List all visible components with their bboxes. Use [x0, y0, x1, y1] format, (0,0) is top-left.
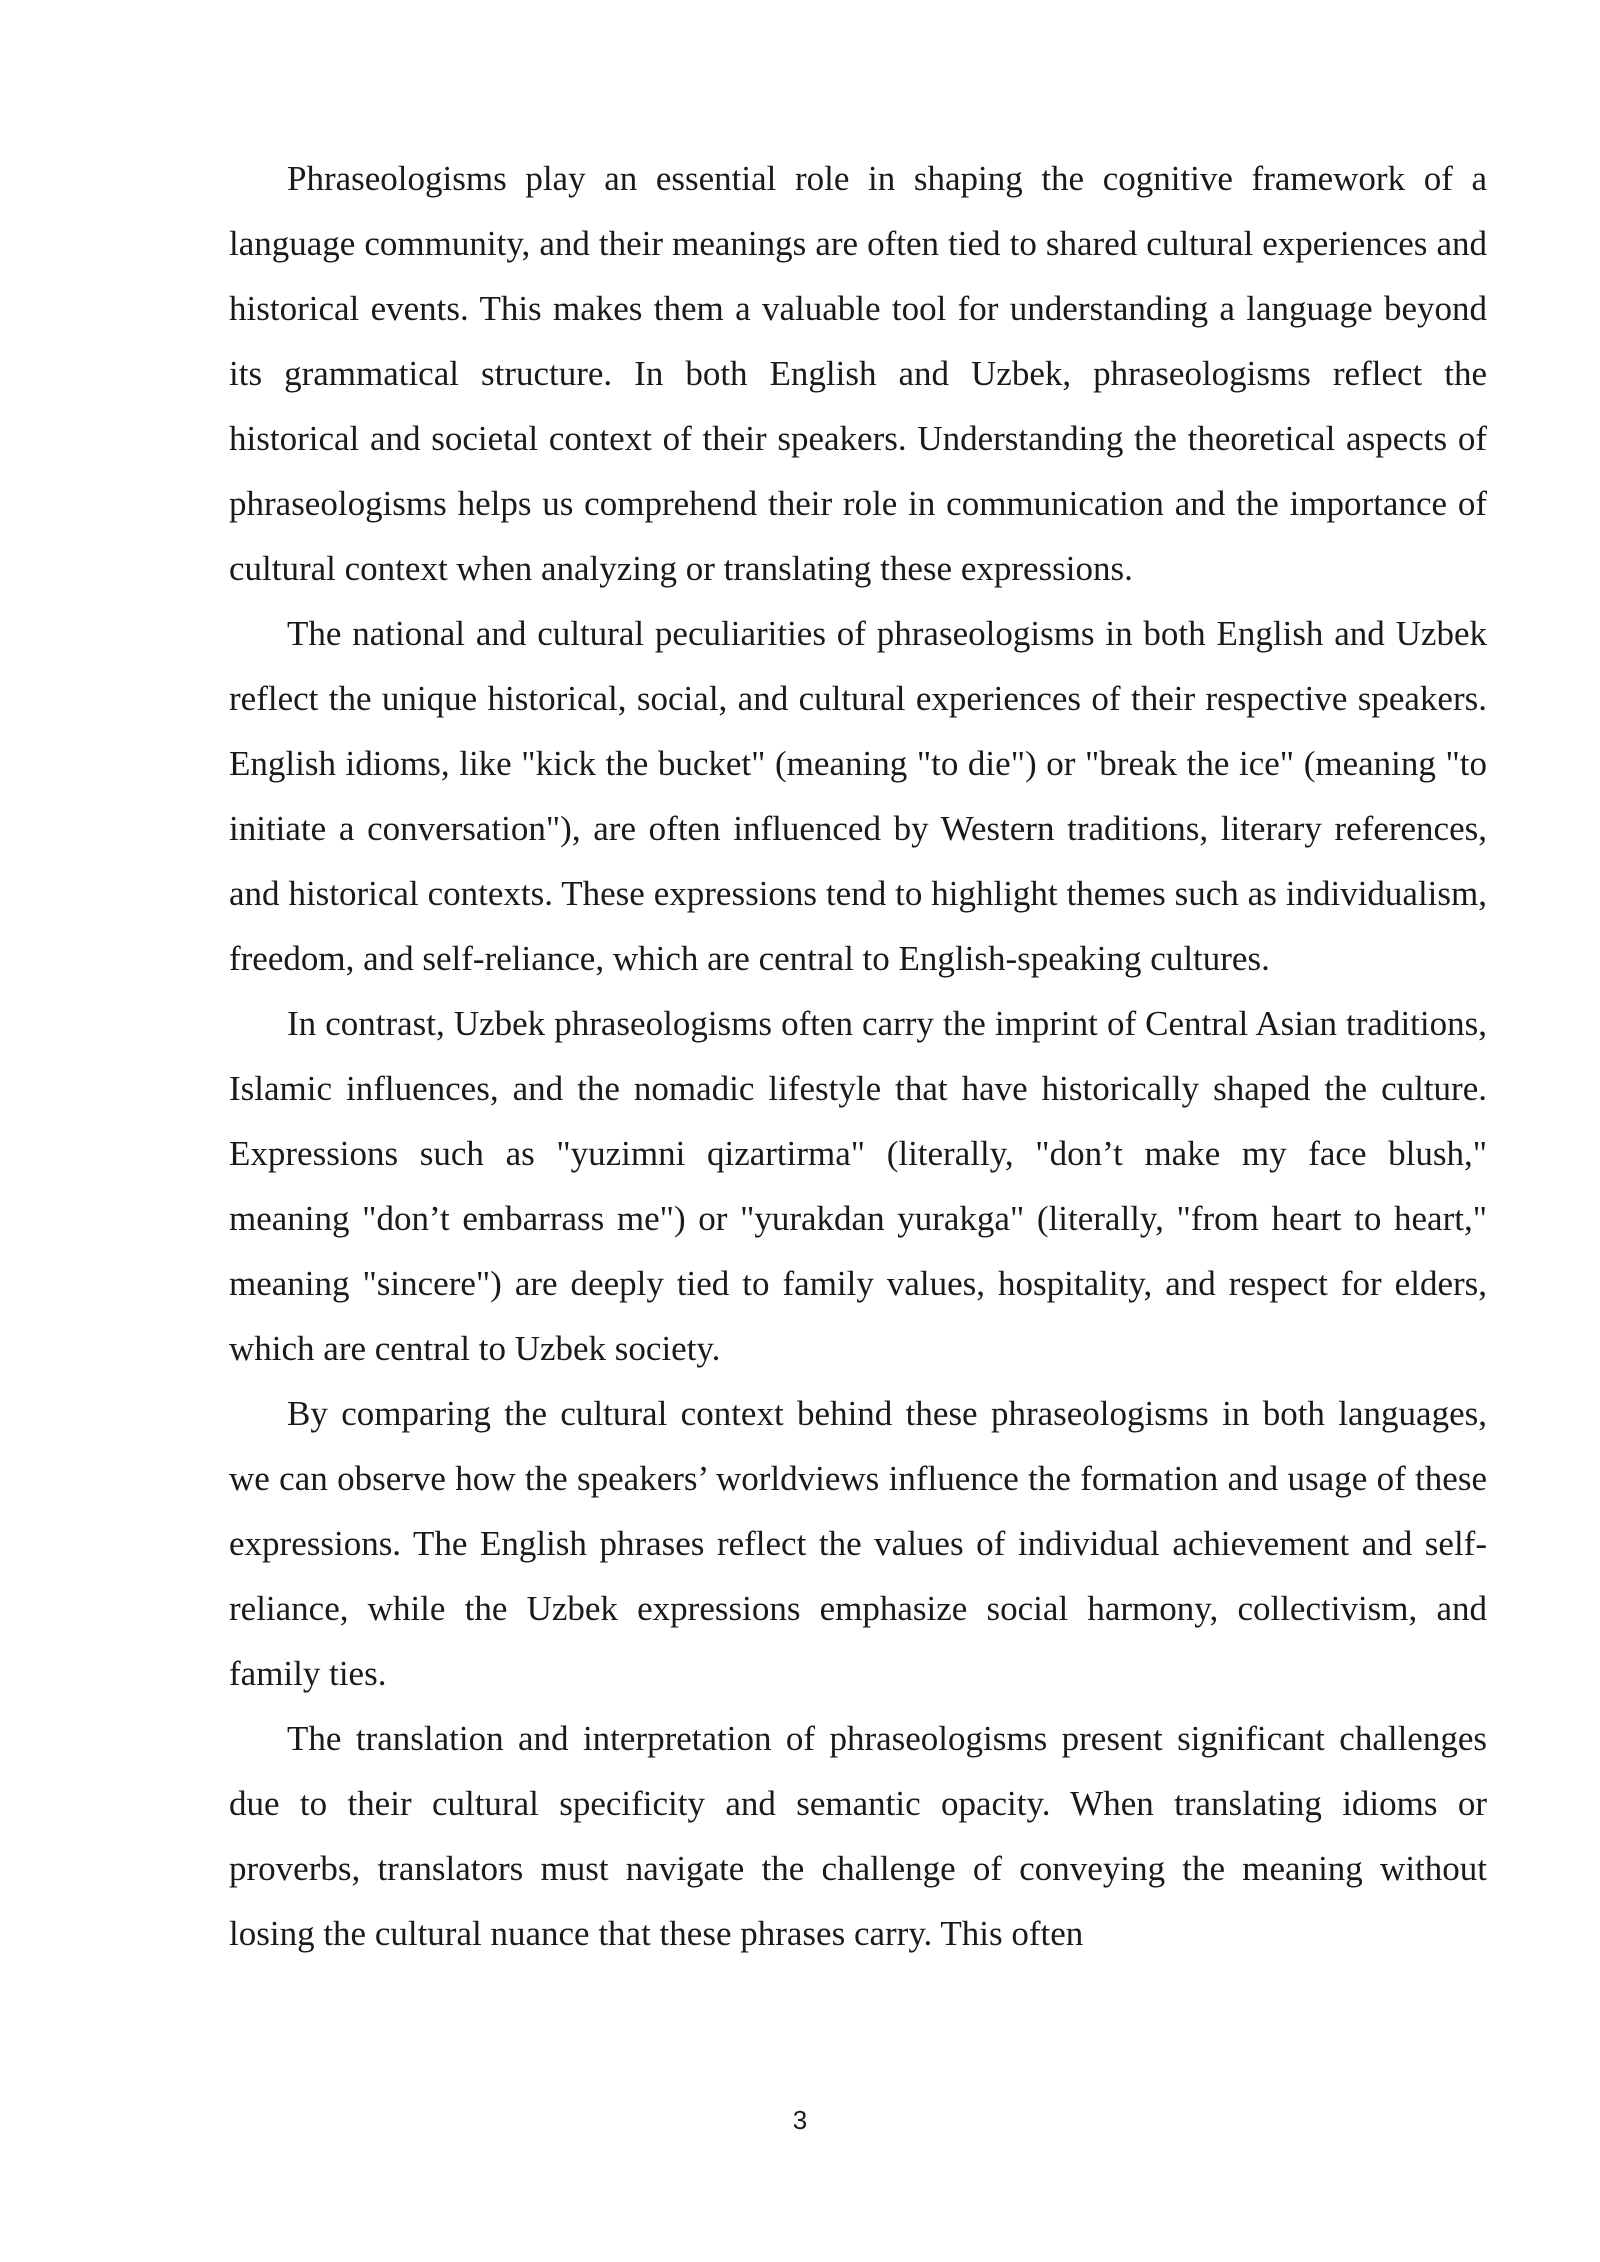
page-number: 3	[792, 2105, 808, 2135]
paragraph-2: The national and cultural peculiarities of phraseologisms in both English and Uzbek reflect the unique historical, social, and cultural experiences of their respective speakers. English idioms, like "kick the bucket" (meaning "to die") or "break the ice" (meaning "to initiate a conversation"), are often influenced by Western traditions, literary references, and historical contexts. These expressions tend to highlight themes such as individualism, freedom, and self-reliance, which are central to English-speaking cultures.	[229, 614, 1487, 978]
paragraph-3: In contrast, Uzbek phraseologisms often carry the imprint of Central Asian traditions, Islamic influences, and the nomadic lifestyle that have historically shaped the culture. Expressions such as "yuzimni qizartirma" (literally, "don’t make my face blush," meaning "don’t embarrass me") or "yurakdan yurakga" (literally, "from heart to heart," meaning "sincere") are deeply tied to family values, hospitality, and respect for elders, which are central to Uzbek society.	[229, 1004, 1487, 1368]
paragraph-1: Phraseologisms play an essential role in shaping the cognitive framework of a language community, and their meanings are often tied to shared cultural experiences and historical events. This makes them a valuable tool for understanding a language beyond its grammatical structure. In both English and Uzbek, phraseologisms reflect the historical and societal context of their speakers. Understanding the theoretical aspects of phraseologisms helps us comprehend their role in communication and the importance of cultural context when analyzing or translating these expressions.	[229, 159, 1487, 588]
paragraph-4: By comparing the cultural context behind these phraseologisms in both languages, we can observe how the speakers’ worldviews influence the formation and usage of these expressions. The English phrases reflect the values of individual achievement and self-reliance, while the Uzbek expressions emphasize social harmony, collectivism, and family ties.	[229, 1394, 1487, 1693]
paragraph-5: The translation and interpretation of phraseologisms present significant challenges due to their cultural specificity and semantic opacity. When translating idioms or proverbs, translators must navigate the challenge of conveying the meaning without losing the cultural nuance that these phrases carry. This often	[229, 1719, 1487, 1953]
body-text	[229, 146, 1487, 1966]
